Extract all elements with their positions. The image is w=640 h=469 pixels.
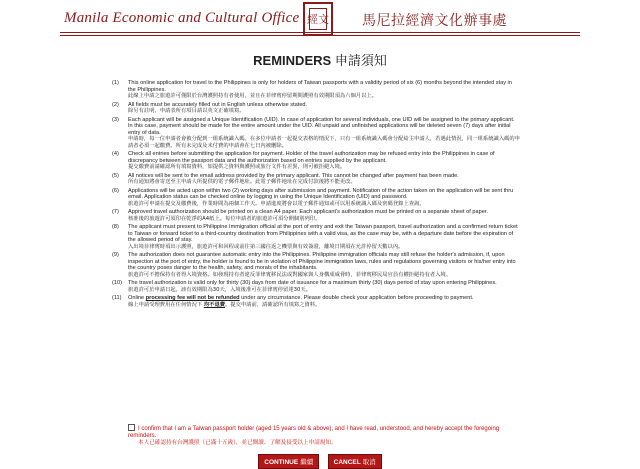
cancel-label-en: CANCEL: [333, 459, 361, 466]
reminder-item: [112, 188, 520, 208]
reminder-text-en: All notices will be sent to the email address provided by the primary applicant. This cannot be changed after payment has been made.: [128, 172, 459, 179]
reminder-text-zh: 提交繳費前請確認所有填寫資料，如提供之資料與護照或旅行文件有差異，則可被拒絕入境。: [128, 164, 346, 170]
reminder-text-en: Approved travel authorization should be printed on a clean A4 paper. Each applicant's authorization must be printed on a separate sheet of paper.: [128, 209, 488, 215]
reminder-text-en: The applicant must present to Philippine Immigration official at the port of entry and exit the Taiwan passport, travel authorization and a confirmed return ticket to Taiwan or forward ticket to a third-country destination from Philippines with a valid visa, as the case may be, with a departure date before the expiration of the allowed period of stay.: [128, 224, 518, 243]
page-title: [0, 50, 640, 69]
reminder-number: (11): [112, 295, 122, 301]
confirm-label-zh: 本人已確認持有台灣護照（已滿十五歲），並已閱讀、了解及接受以上申請規知。: [138, 440, 337, 446]
office-name-zh: 馬尼拉經濟文化辦事處: [362, 13, 507, 29]
reminder-text-en: Each applicant will be assigned a Unique Identification (UID). In case of application for several individuals, one UID will be assigned to the primary applicant. In this case, payment should be made for the entire amount under the UID. All unpaid and unfinished applications will be deleted seven (7) days after initial entry of data.: [128, 116, 515, 136]
reminder-text-en: The travel authorization is valid only for thirty (30) days from date of issuance for a maximum thirty (30) days period of stay upon entering Philippines.: [128, 280, 497, 286]
action-buttons: [0, 451, 640, 469]
reminder-item: [112, 295, 520, 308]
office-name-en: Manila Economic and Cultural Office: [64, 10, 300, 26]
refund-text-zh-pre: 線上申請受理費用在任何情況下: [128, 301, 204, 308]
reminder-number: (1): [112, 80, 119, 86]
reminder-number: (10): [112, 280, 122, 286]
office-logo-seal-icon: [303, 2, 333, 36]
reminder-text-zh: 旅遊許可不擔保持有者得入境資格。如發現持有者違反菲律賓移民法或對國家與人身構成威脅時，菲律賓移民局官員有權拒絕持有者入境。: [128, 271, 452, 278]
confirm-label-en[interactable]: I confirm that I am a Taiwan passport holder (aged 15 years old & above), and I have read, understood, and hereby accept the foregoing reminders.: [128, 426, 500, 439]
reminder-item: [112, 173, 520, 186]
reminder-text-zh: 旅遊許可於申請日起，該有效期限為30天，入境後准可在菲律賓停留達30天。: [128, 286, 311, 293]
reminder-text-zh: [128, 302, 520, 309]
reminder-item: [112, 80, 520, 100]
reminder-item: [112, 151, 520, 171]
reminder-item: [112, 117, 520, 150]
reminder-text-en: The authorization does not guarantee automatic entry into the Philippines. Philippine immigration officials may still refuse the holder's admission, if, upon inspection at the port of entry, the holder is found to be in violation of Philippine immigration laws, rules and regulations governing visitors or his/her entry into the country poses danger to the health, safety, and morals of the inhabitants.: [128, 252, 516, 271]
refund-text-zh-post: 。提交申請前，請確認所有填寫之資料。: [225, 301, 321, 308]
reminder-item: [112, 252, 520, 278]
reminder-number: (7): [112, 209, 119, 215]
reminder-number: (2): [112, 101, 119, 108]
reminder-number: (3): [112, 116, 119, 123]
reminder-number: (5): [112, 172, 119, 179]
reminder-item: [112, 209, 520, 222]
page-title-zh: 申請須知: [334, 54, 387, 69]
reminder-item: [112, 280, 520, 293]
reminder-text-en: Applications will be acted upon within two (2) working days after submission and payment. Notification of the action taken on the application will be sent thru email. Application status can be checked online by logging in using the Unique Identification (UID) and password.: [128, 187, 514, 200]
refund-text-post: under any circumstance. Please double check your application before proceeding to payment.: [239, 295, 474, 301]
page-title-en: REMINDERS: [253, 53, 332, 68]
confirm-section: [128, 424, 518, 447]
continue-label-zh: 繼續: [300, 458, 314, 466]
reminders-list: [112, 80, 520, 310]
reminder-item: [112, 224, 520, 250]
reminder-text-zh: 除另有註明，申請表所有項目請以英文正確填寫。: [128, 108, 245, 114]
refund-text-pre: Online: [128, 295, 146, 301]
no-refund-emphasis: processing fee will not be refunded: [145, 295, 240, 301]
reminder-number: (8): [112, 224, 119, 230]
header-rule-bottom: [60, 35, 580, 36]
reminder-text-en: Check all entries before submitting the application for payment. Holder of the travel authorization may be refused entry into the Philippines in case of discrepancy between the passport data and the authorization based on entries supplied by the applicant.: [128, 151, 495, 164]
reminder-text-zh: 旅遊許可申請在提交及繳費後，作業時間為兩個工作天。申請進度將會以電子郵件通知或可以用系統識入碼及密碼登錄上查詢。: [128, 200, 425, 207]
confirm-checkbox[interactable]: [128, 424, 135, 431]
reminder-number: (4): [112, 151, 119, 157]
reminder-number: (6): [112, 187, 119, 194]
reminder-text-zh: 此線上申請之旅遊許可僅限於台灣護照持有者使用，並且在菲律賓停留期間護照有效期限須為六個月以上。: [128, 93, 377, 99]
reminder-text-zh: 入出境菲律賓時須出示護照，旅遊許可和回程或前往第三國往返之機票與有效簽證，離境日期須在允許停留天數以內。: [128, 243, 404, 250]
site-header: [0, 0, 640, 40]
logo-text: 經文: [307, 13, 329, 26]
reminder-item: [112, 102, 520, 115]
reminder-text-zh: 所有通知將會寄送至主申請人所提供的電子郵件地址。此電子郵件地址在完成付款後將不能更改。: [128, 179, 356, 185]
reminder-text-en: All fields must be accurately filled out in English unless otherwise stated.: [128, 101, 308, 108]
reminder-text-en: This online application for travel to the Philippines is only for holders of Taiwan passports with a validity period of six (6) months beyond the intended stay in the Philippines.: [128, 80, 512, 93]
continue-label-en: CONTINUE: [264, 459, 299, 466]
header-rule-top: [60, 32, 580, 33]
no-refund-emphasis-zh: 均不退費: [203, 301, 226, 308]
reminder-text-zh: 申請時，每一位申請者會被分配到一組系統識入碼。在多位申請者一起提交表格的情況下，只有一組系統識入碼會分配給主申請人，若遇此情況，同一組系統識入碼的申請者必須一起繳費。所有未完成及未付費的申請會在七日內被刪除。: [128, 136, 520, 149]
reminder-number: (9): [112, 252, 119, 258]
cancel-label-zh: 取消: [362, 458, 376, 466]
reminder-text-zh: 核准後的旅遊許可須印在乾淨的A4紙上。每位申請者的旅遊許可須分開個別列印。: [128, 215, 321, 222]
